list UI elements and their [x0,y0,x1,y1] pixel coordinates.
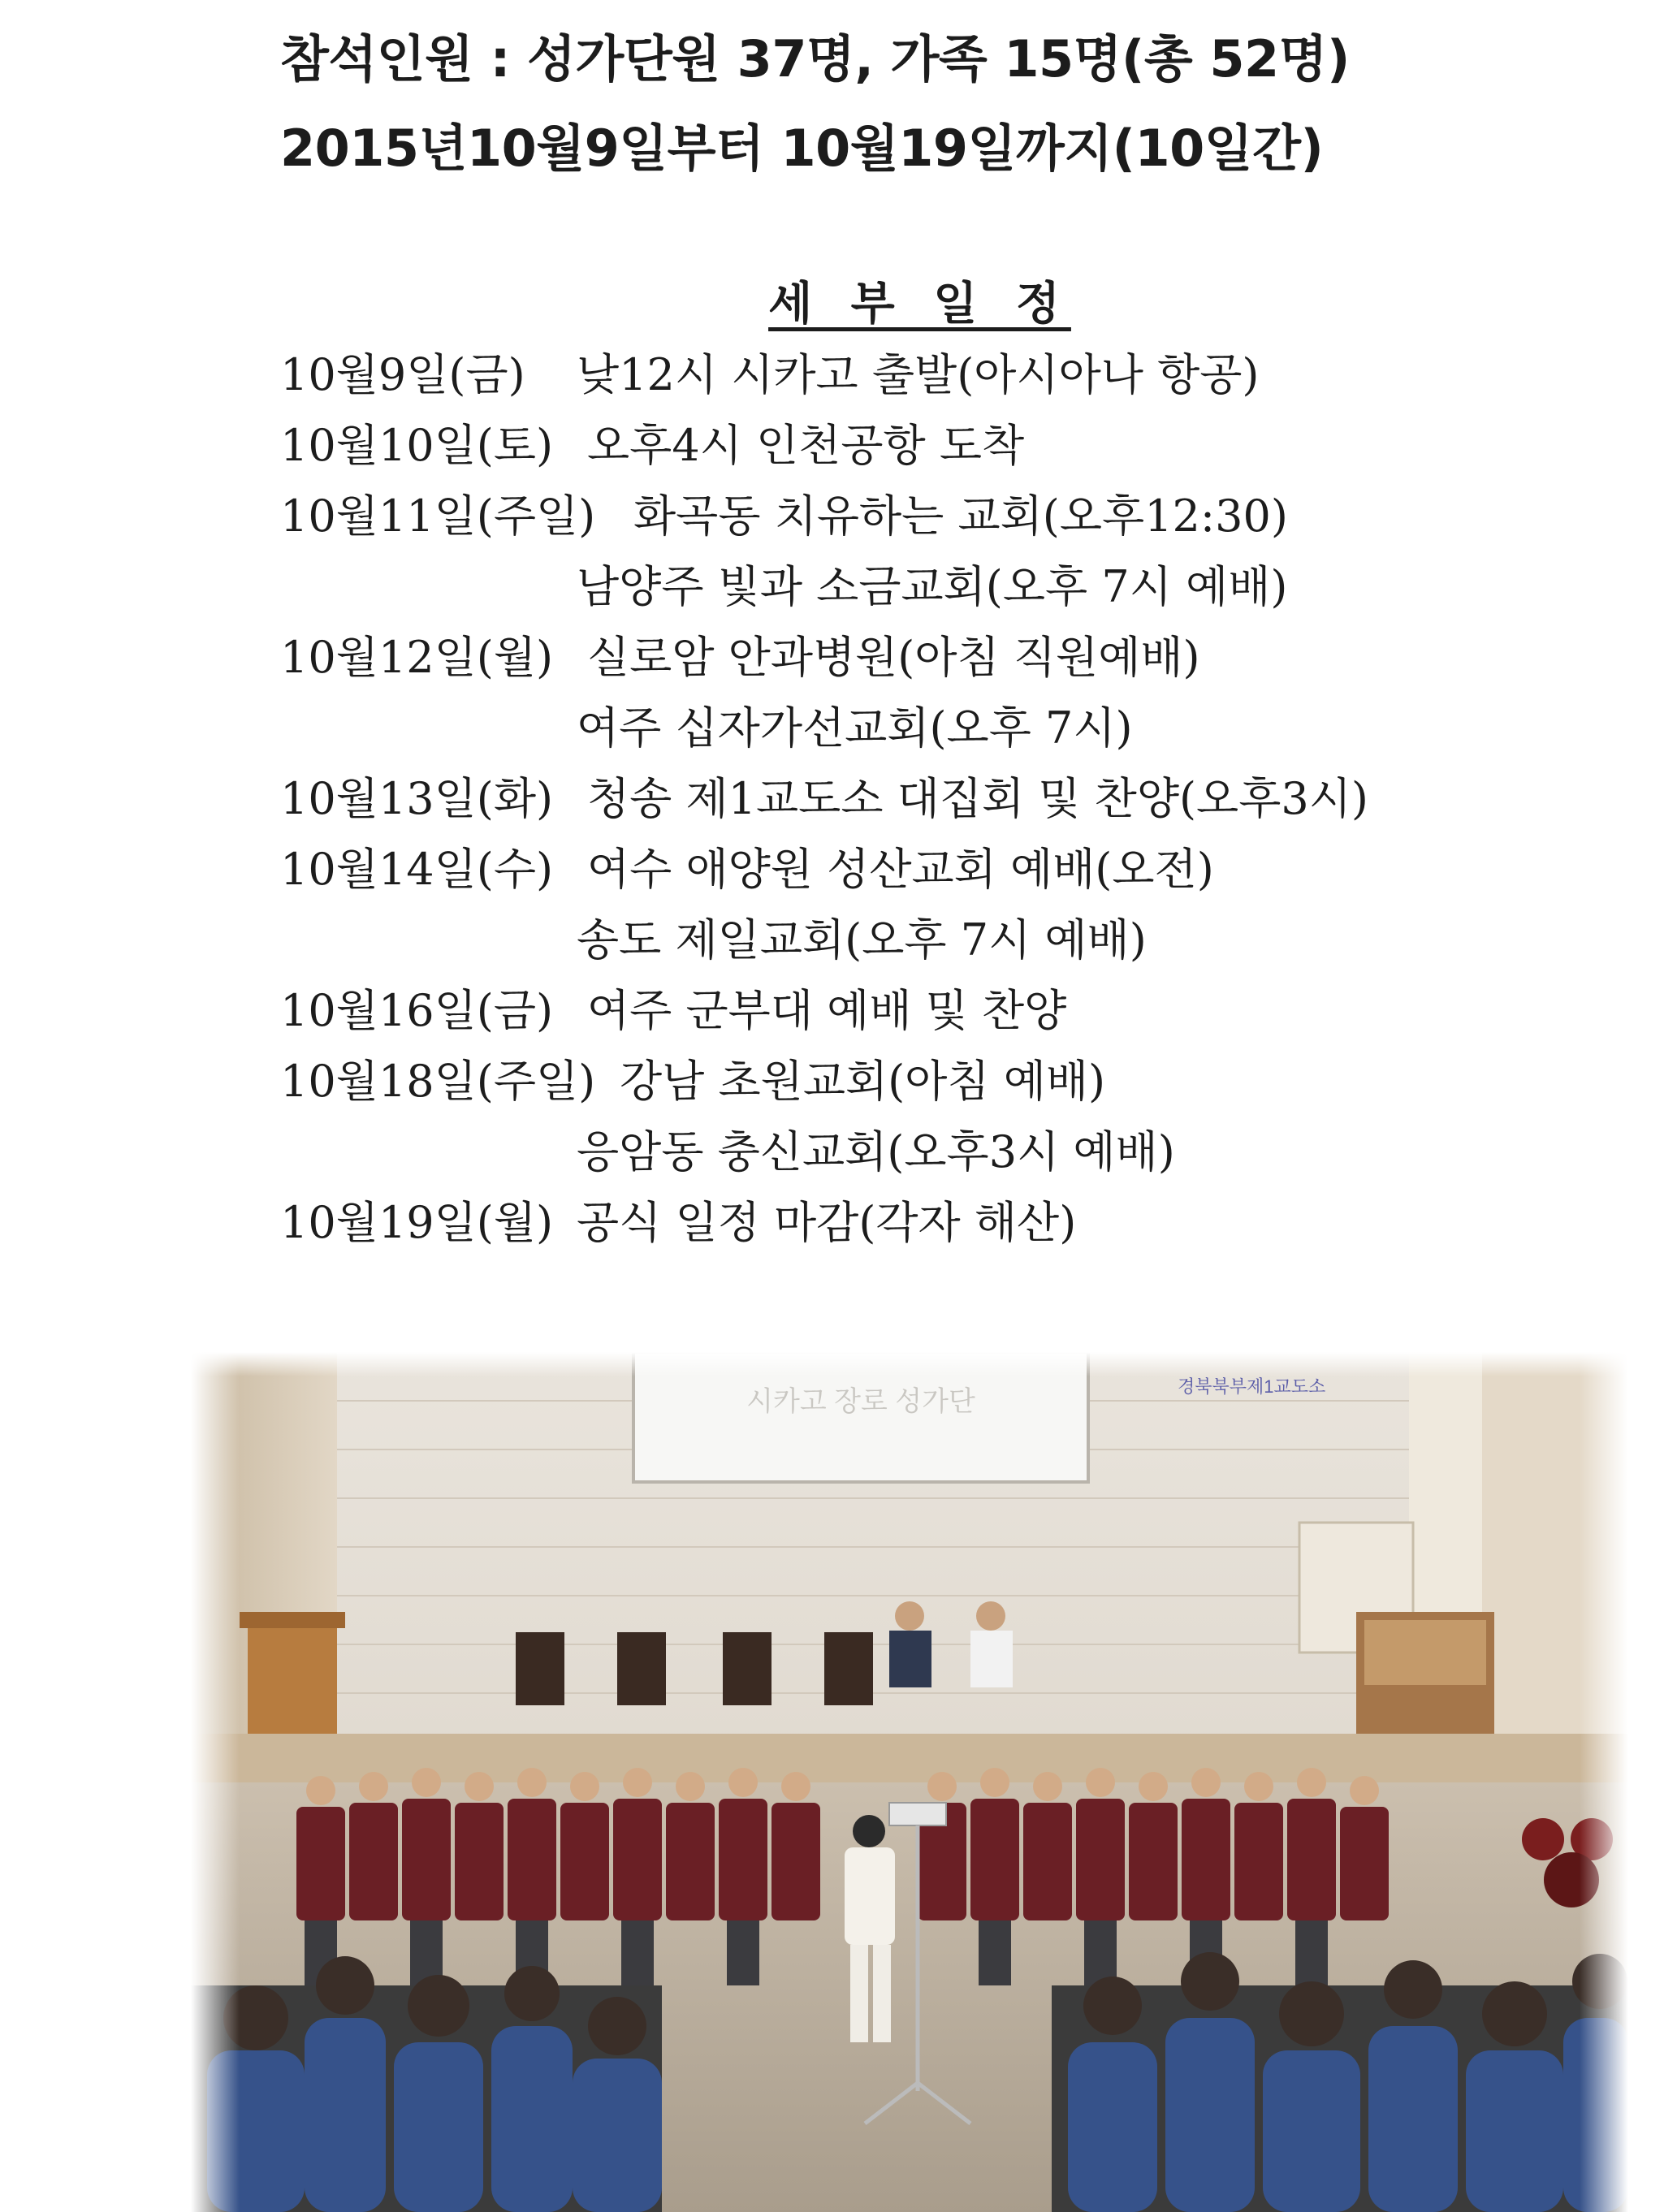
schedule-event: 공식 일정 마감(각자 해산) [577,1197,1077,1248]
schedule-row [280,834,1661,905]
schedule-event: 낮12시 시카고 출발(아시아나 항공) [577,349,1260,400]
schedule-row [280,481,1661,551]
schedule-row [280,1187,1661,1258]
schedule-event: 여주 십자가선교회(오후 7시) [577,702,1133,754]
header-block [280,15,1498,193]
schedule-row [280,1046,1661,1117]
schedule-event: 오후4시 인천공항 도착 [587,420,1025,471]
schedule-row [280,693,1661,763]
schedule-row [280,551,1661,622]
schedule-date: 10월16일(금) [280,985,554,1036]
schedule-date: 10월9일(금) [280,349,525,400]
attendance-line: 참석인원 : 성가단원 37명, 가족 15명(총 52명) [280,29,1350,89]
schedule-row [280,410,1661,481]
schedule-event: 실로암 안과병원(아침 직원예배) [587,632,1200,683]
schedule-date: 10월13일(화) [280,773,554,824]
choir-performance-photo [191,1352,1628,2212]
period-line: 2015년10월9일부터 10월19일까지(10일간) [280,119,1324,178]
schedule-row [280,622,1661,693]
schedule-event: 응암동 충신교회(오후3시 예배) [577,1126,1175,1177]
schedule-date: 10월18일(주일) [280,1056,596,1107]
schedule-row [280,1117,1661,1187]
schedule-event: 청송 제1교도소 대집회 및 찬양(오후3시) [587,773,1368,824]
schedule-event: 여주 군부대 예배 및 찬양 [587,985,1067,1036]
screen-text: 시카고 장로 성가단 [746,1386,975,1417]
schedule-title: 세 부 일 정 [768,277,1071,331]
schedule-row [280,905,1661,975]
schedule-row [280,975,1661,1046]
schedule-date: 10월19일(월) [280,1197,554,1248]
schedule-row [280,339,1661,410]
schedule-row [280,763,1661,834]
schedule-event: 남양주 빛과 소금교회(오후 7시 예배) [577,561,1288,612]
schedule-date: 10월12일(월) [280,632,554,683]
wall-sign: 경북북부제1교도소 [1178,1376,1326,1397]
schedule-event: 송도 제일교회(오후 7시 예배) [577,914,1147,966]
schedule-list [280,339,1661,1258]
schedule-event: 화곡동 치유하는 교회(오후12:30) [633,490,1288,542]
schedule-date: 10월10일(토) [280,420,554,471]
projection-screen [633,1352,1088,1482]
schedule-date: 10월14일(수) [280,844,554,895]
schedule-event: 여수 애양원 성산교회 예배(오전) [587,844,1214,895]
schedule-date: 10월11일(주일) [280,490,596,542]
schedule-event: 강남 초원교회(아침 예배) [620,1056,1106,1107]
